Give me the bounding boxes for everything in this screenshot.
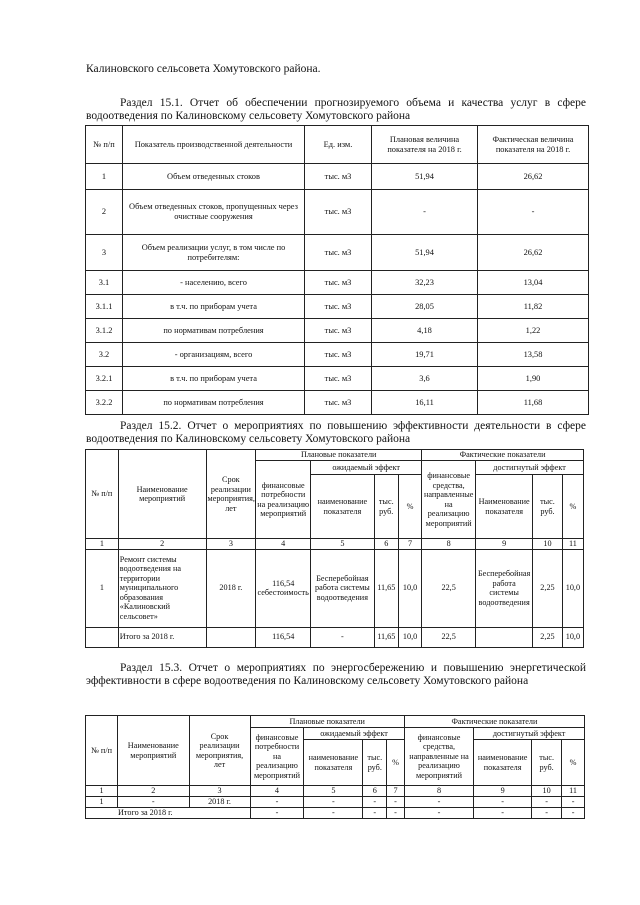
section3-title-text: Раздел 15.3. Отчет о мероприятиях по энергосбережению и повышению энергетической эффективности в сфере водоотведения по Калиновскому сельсовету Хомутовского района — [86, 662, 586, 687]
cell: 8 — [404, 786, 473, 797]
header-cell: № п/п — [86, 126, 123, 164]
cell: 3.2.2 — [86, 391, 123, 415]
cell: 51,94 — [372, 164, 478, 190]
header-cell: Фактическая величина показателя на 2018 г. — [478, 126, 589, 164]
cell: 4 — [256, 539, 311, 550]
cell: 1,22 — [478, 319, 589, 343]
table-row — [86, 319, 589, 343]
cell: 16,11 — [372, 391, 478, 415]
cell: 10,0 — [398, 627, 421, 647]
header-cell: Показатель производственной деятельности — [123, 126, 305, 164]
cell: - — [250, 807, 304, 818]
header-cell: Срок реализации мероприятия, лет — [189, 716, 250, 786]
table-row — [86, 796, 585, 807]
header-cell: % — [562, 740, 585, 786]
header-cell: % — [398, 475, 421, 539]
cell: 2 — [118, 786, 189, 797]
cell: - — [562, 807, 585, 818]
cell: 3 — [86, 235, 123, 271]
table-15-3 — [85, 715, 585, 819]
cell: 2,25 — [533, 627, 563, 647]
cell: 19,71 — [372, 343, 478, 367]
cell: в т.ч. по приборам учета — [123, 295, 305, 319]
cell: 1 — [86, 539, 119, 550]
total-row — [86, 807, 585, 818]
cell: 26,62 — [478, 235, 589, 271]
cell: тыс. м3 — [305, 391, 372, 415]
cell: Объем реализации услуг, в том числе по потребителям: — [123, 235, 305, 271]
cell: 11,68 — [478, 391, 589, 415]
cell: 3.1 — [86, 271, 123, 295]
table-header-row — [86, 716, 585, 728]
table-15-1 — [85, 125, 589, 415]
cell: 10,0 — [562, 627, 583, 647]
cell: 2018 г. — [206, 549, 256, 627]
cell: по нормативам потребления — [123, 391, 305, 415]
cell: - — [304, 796, 363, 807]
cell: 32,23 — [372, 271, 478, 295]
header-cell: тыс. руб. — [363, 740, 387, 786]
cell: - населению, всего — [123, 271, 305, 295]
cell: 6 — [363, 786, 387, 797]
header-cell: Фактические показатели — [404, 716, 584, 728]
cell: Итого за 2018 г. — [86, 807, 251, 818]
table-row — [86, 190, 589, 235]
section3-title — [86, 662, 586, 688]
cell: тыс. м3 — [305, 235, 372, 271]
table-header-row — [86, 450, 584, 461]
cell: - — [304, 807, 363, 818]
cell: 1,90 — [478, 367, 589, 391]
header-cell: ожидаемый эффект — [304, 728, 404, 740]
cell: - — [250, 796, 304, 807]
section1-title-text: Раздел 15.1. Отчет об обеспечении прогнозируемого объема и качества услуг в сфере водоотведения по Калиновскому сельсовету Хомутовского района — [86, 97, 586, 122]
cell: в т.ч. по приборам учета — [123, 367, 305, 391]
header-cell: Фактические показатели — [422, 450, 584, 461]
cell: - — [404, 796, 473, 807]
header-cell: наименование показателя — [311, 475, 374, 539]
cell: 28,05 — [372, 295, 478, 319]
cell: 11 — [562, 539, 583, 550]
cell: тыс. м3 — [305, 367, 372, 391]
cell: 51,94 — [372, 235, 478, 271]
cell: 8 — [422, 539, 476, 550]
table-row — [86, 295, 589, 319]
section1-title — [86, 97, 586, 123]
cell: тыс. м3 — [305, 190, 372, 235]
cell: - — [404, 807, 473, 818]
cell: Бесперебойная работа системы водоотведения — [311, 549, 374, 627]
header-cell: наименование показателя — [474, 740, 532, 786]
cell: 116,54 — [256, 627, 311, 647]
header-cell: Плановые показатели — [256, 450, 422, 461]
cell: Ремонт системы водоотведения на территории муниципального образования «Калиновский сельсовет» — [118, 549, 206, 627]
cell: 13,04 — [478, 271, 589, 295]
top-line: Калиновского сельсовета Хомутовского района. — [86, 63, 321, 75]
cell: 11,82 — [478, 295, 589, 319]
header-cell: тыс. руб. — [532, 740, 562, 786]
table-row — [86, 271, 589, 295]
header-cell: Срок реализации мероприятия, лет — [206, 450, 256, 539]
cell: тыс. м3 — [305, 295, 372, 319]
header-cell: тыс. руб. — [533, 475, 563, 539]
cell: 13,58 — [478, 343, 589, 367]
cell: - — [532, 796, 562, 807]
header-cell: % — [387, 740, 405, 786]
cell: - — [387, 807, 405, 818]
total-row — [86, 627, 584, 647]
cell: Итого за 2018 г. — [118, 627, 206, 647]
header-cell: № п/п — [86, 450, 119, 539]
cell: Объем отведенных стоков, пропущенных через очистные сооружения — [123, 190, 305, 235]
header-cell: Плановая величина показателя на 2018 г. — [372, 126, 478, 164]
cell: 10 — [533, 539, 563, 550]
cell: 9 — [476, 539, 533, 550]
cell: 9 — [474, 786, 532, 797]
cell: - — [562, 796, 585, 807]
column-number-row — [86, 786, 585, 797]
header-cell: Наименование показателя — [476, 475, 533, 539]
cell: 4 — [250, 786, 304, 797]
column-number-row — [86, 539, 584, 550]
header-cell: достигнутый эффект — [474, 728, 585, 740]
cell: 10,0 — [562, 549, 583, 627]
cell: 11 — [562, 786, 585, 797]
cell: 7 — [387, 786, 405, 797]
cell: 22,5 — [422, 549, 476, 627]
cell: 4,18 — [372, 319, 478, 343]
cell: 3 — [206, 539, 256, 550]
header-cell: Наименование мероприятий — [118, 716, 189, 786]
cell: - — [363, 807, 387, 818]
cell: - — [474, 807, 532, 818]
cell: по нормативам потребления — [123, 319, 305, 343]
cell: 3.2.1 — [86, 367, 123, 391]
cell: 6 — [374, 539, 398, 550]
table-15-2 — [85, 449, 584, 648]
cell: 5 — [311, 539, 374, 550]
cell: тыс. м3 — [305, 319, 372, 343]
cell: 22,5 — [422, 627, 476, 647]
section2-title-text: Раздел 15.2. Отчет о мероприятиях по повышению эффективности деятельности в сфере водоотведения по Калиновскому сельсовету Хомутовского района — [86, 420, 586, 445]
table-row — [86, 549, 584, 627]
cell: 116,54 себестоимость — [256, 549, 311, 627]
header-cell: № п/п — [86, 716, 118, 786]
cell: 2 — [118, 539, 206, 550]
header-cell: финансовые средства, направленные на реализацию мероприятий — [422, 461, 476, 539]
cell: - — [532, 807, 562, 818]
table-row — [86, 391, 589, 415]
cell: - — [311, 627, 374, 647]
cell: - — [118, 796, 189, 807]
table-row — [86, 235, 589, 271]
table-row — [86, 343, 589, 367]
cell: 1 — [86, 796, 118, 807]
cell: 3.1.1 — [86, 295, 123, 319]
cell: - — [372, 190, 478, 235]
table-row — [86, 164, 589, 190]
cell: 1 — [86, 786, 118, 797]
cell: - — [474, 796, 532, 807]
cell: 3.2 — [86, 343, 123, 367]
cell: 3,6 — [372, 367, 478, 391]
header-cell: Наименование мероприятий — [118, 450, 206, 539]
cell: 2,25 — [533, 549, 563, 627]
cell: - — [363, 796, 387, 807]
header-cell: финансовые потребности на реализацию мероприятий — [256, 461, 311, 539]
header-cell: наименование показателя — [304, 740, 363, 786]
header-cell: Плановые показатели — [250, 716, 404, 728]
cell: - организациям, всего — [123, 343, 305, 367]
cell: 5 — [304, 786, 363, 797]
cell: 11,65 — [374, 627, 398, 647]
cell: 10 — [532, 786, 562, 797]
cell: 26,62 — [478, 164, 589, 190]
header-cell: достигнутый эффект — [476, 461, 584, 475]
cell: 1 — [86, 549, 119, 627]
cell: тыс. м3 — [305, 164, 372, 190]
section2-title — [86, 420, 586, 446]
table-row — [86, 367, 589, 391]
cell: 10,0 — [398, 549, 421, 627]
header-cell: финансовые средства, направленные на реализацию мероприятий — [404, 728, 473, 786]
cell: 2 — [86, 190, 123, 235]
cell: 2018 г. — [189, 796, 250, 807]
header-cell: % — [562, 475, 583, 539]
cell: тыс. м3 — [305, 343, 372, 367]
cell: Объем отведенных стоков — [123, 164, 305, 190]
cell: 1 — [86, 164, 123, 190]
cell: 11,65 — [374, 549, 398, 627]
table-header-row — [86, 126, 589, 164]
cell: 3 — [189, 786, 250, 797]
cell: 3.1.2 — [86, 319, 123, 343]
header-cell: Ед. изм. — [305, 126, 372, 164]
header-cell: ожидаемый эффект — [311, 461, 422, 475]
cell: - — [478, 190, 589, 235]
header-cell: тыс. руб. — [374, 475, 398, 539]
cell: Бесперебойная работа системы водоотведения — [476, 549, 533, 627]
cell: тыс. м3 — [305, 271, 372, 295]
cell: 7 — [398, 539, 421, 550]
cell: - — [387, 796, 405, 807]
header-cell: финансовые потребности на реализацию мероприятий — [250, 728, 304, 786]
